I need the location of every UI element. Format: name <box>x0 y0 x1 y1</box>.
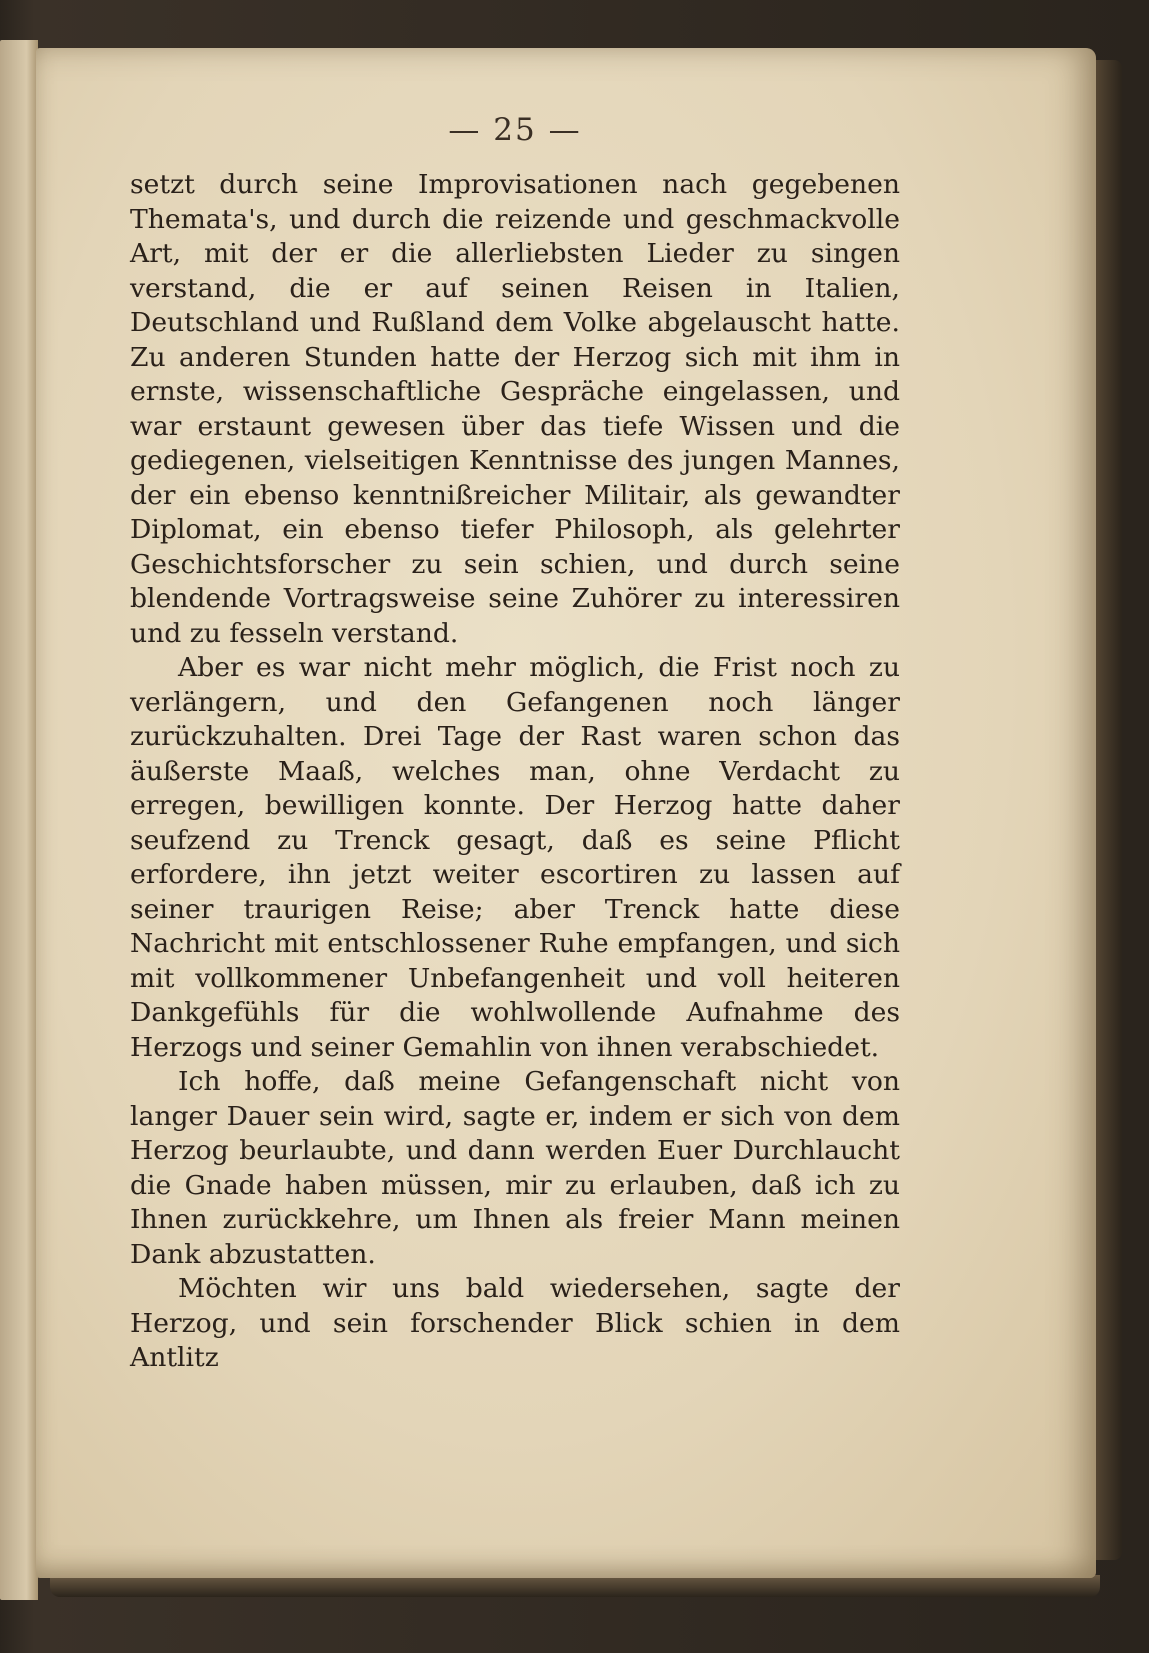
paragraph-1: setzt durch seine Improvisationen nach gegebenen Themata's, und durch die reizende und geschmackvolle Art, mit der er die allerliebsten Lieder zu singen verstand, die er auf seinen Reisen in Italien, Deutschland und Rußland dem Volke abgelauscht hatte. Zu anderen Stunden hatte der Herzog sich mit ihm in ernste, wissenschaftliche Gespräche eingelassen, und war erstaunt gewesen über das tiefe Wissen und die gediegenen, vielseitigen Kenntnisse des jungen Mannes, der ein ebenso kenntnißreicher Militair, als gewandter Diplomat, ein ebenso tiefer Philosoph, als gelehrter Geschichtsforscher zu sein schien, und durch seine blendende Vortragsweise seine Zuhörer zu interessiren und zu fesseln verstand. <box>130 169 900 649</box>
paragraph-3: Ich hoffe, daß meine Gefangenschaft nicht von langer Dauer sein wird, sagte er, indem er sich von dem Herzog beurlaubte, und dann werden Euer Durchlaucht die Gnade haben müssen, mir zu erlauben, daß ich zu Ihnen zurückkehre, um Ihnen als freier Mann meinen Dank abzustatten. <box>130 1066 900 1270</box>
paragraph-2: Aber es war nicht mehr möglich, die Frist noch zu verlängern, und den Gefangenen noch länger zurückzuhalten. Drei Tage der Rast waren schon das äußerste Maaß, welches man, ohne Verdacht zu erregen, bewilligen konnte. Der Herzog hatte daher seufzend zu Trenck gesagt, daß es seine Pflicht erfordere, ihn jetzt weiter escortiren zu lassen auf seiner traurigen Reise; aber Trenck hatte diese Nachricht mit entschlossener Ruhe empfangen, und sich mit vollkommener Unbefangenheit und voll heiteren Dankgefühls für die wohlwollende Aufnahme des Herzogs und seiner Gemahlin von ihnen verabschiedet. <box>130 652 900 1063</box>
page-content <box>130 112 900 1376</box>
page-number: — 25 — <box>448 112 582 148</box>
book-cover-edge-bottom <box>50 1575 1100 1597</box>
book-cover-edge-right <box>1092 60 1122 1560</box>
previous-page-edge <box>0 40 38 1600</box>
paragraph-4: Möchten wir uns bald wiedersehen, sagte der Herzog, und sein forschender Blick schien in dem Antlitz <box>130 1273 900 1373</box>
